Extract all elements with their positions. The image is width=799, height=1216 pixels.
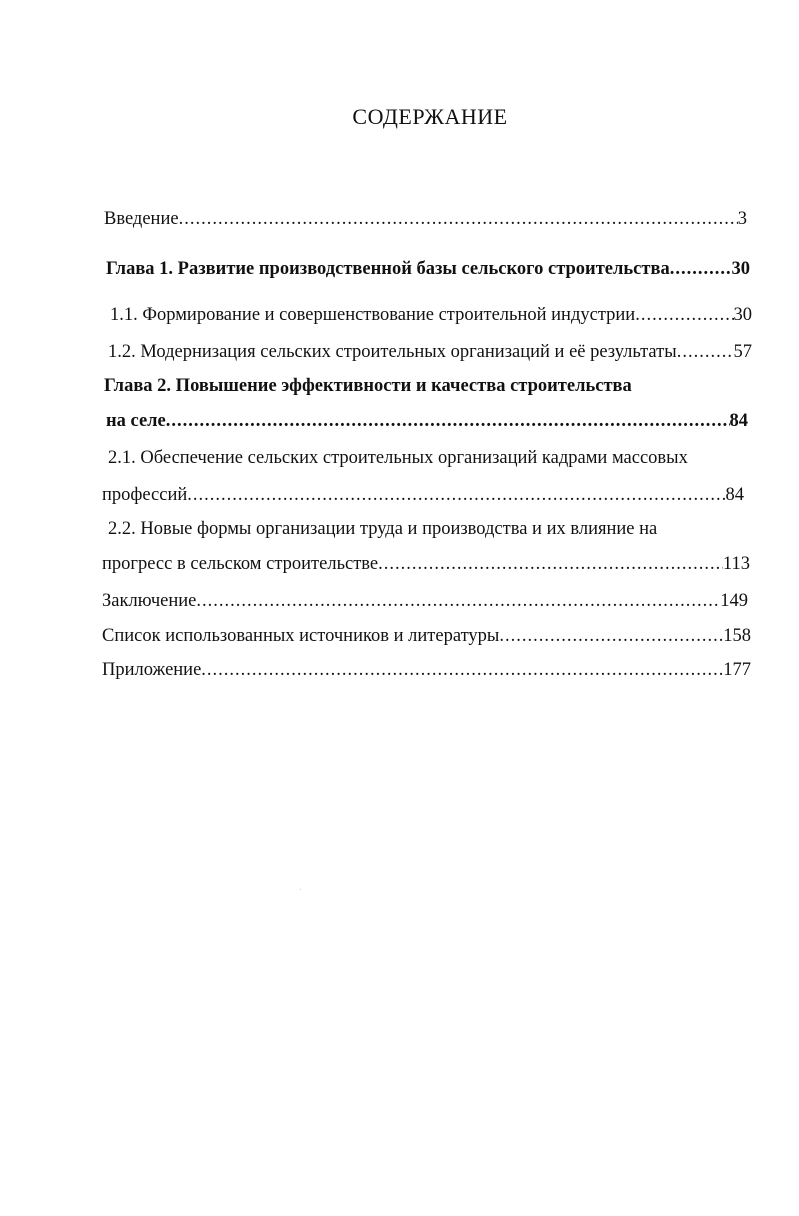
toc-entry-section-2-2-page: 113 xyxy=(722,554,750,574)
toc-entry-section-2-2-line1[interactable]: 2.2. Новые формы организации труда и производства и их влияние на xyxy=(108,519,658,539)
toc-entry-chapter-1-text: Глава 1. Развитие производственной базы сельского строительства xyxy=(106,259,670,279)
leader-dots xyxy=(378,553,723,575)
toc-entry-section-1-1-text: 1.1. Формирование и совершенствование строительной индустрии xyxy=(110,305,636,325)
toc-entry-section-1-2-text: 1.2. Модернизация сельских строительных организаций и её результаты xyxy=(108,342,677,362)
leader-dots xyxy=(187,484,725,506)
toc-entry-intro-text: Введение xyxy=(104,209,179,229)
toc-entry-chapter-1-page: 30 xyxy=(731,259,750,279)
toc-entry-section-1-1-page: 30 xyxy=(733,305,752,325)
toc-entry-intro-page: 3 xyxy=(737,209,747,229)
toc-entry-section-1-2-page: 57 xyxy=(733,342,752,362)
toc-entry-appendix-text: Приложение xyxy=(102,660,202,680)
toc-entry-chapter-2-line1[interactable]: Глава 2. Повышение эффективности и качества строительства xyxy=(104,376,632,396)
toc-entry-section-2-2-line2: прогресс в сельском строительстве xyxy=(102,554,379,574)
toc-entry-chapter-2[interactable] xyxy=(106,410,748,432)
leader-dots xyxy=(196,590,720,612)
scan-speck xyxy=(300,889,301,890)
toc-entry-section-2-1-line1[interactable]: 2.1. Обеспечение сельских строительных организаций кадрами массовых xyxy=(108,448,688,468)
toc-entry-appendix[interactable] xyxy=(102,659,751,681)
toc-entry-section-1-1[interactable] xyxy=(110,304,752,326)
leader-dots xyxy=(635,304,733,326)
toc-entry-section-2-1-line2: профессий xyxy=(102,485,188,505)
leader-dots xyxy=(179,208,738,230)
toc-entry-sources[interactable] xyxy=(102,625,751,647)
page-title: СОДЕРЖАНИЕ xyxy=(352,104,508,129)
toc-entry-appendix-page: 177 xyxy=(723,660,751,680)
toc-entry-sources-text: Список использованных источников и литературы xyxy=(102,626,500,646)
leader-dots xyxy=(677,341,734,363)
toc-entry-chapter-2-line2: на селе xyxy=(106,411,166,431)
leader-dots xyxy=(499,625,723,647)
toc-entry-conclusion[interactable] xyxy=(102,590,748,612)
toc-entry-chapter-1[interactable] xyxy=(106,258,750,280)
leader-dots xyxy=(670,258,732,280)
toc-entry-section-2-1-page: 84 xyxy=(725,485,744,505)
toc-entry-intro[interactable] xyxy=(104,208,747,230)
toc-entry-section-2-2[interactable] xyxy=(102,553,750,575)
toc-entry-sources-page: 158 xyxy=(723,626,751,646)
toc-entry-section-1-2[interactable] xyxy=(108,341,752,363)
toc-entry-section-2-1[interactable] xyxy=(102,484,744,506)
toc-entry-chapter-2-page: 84 xyxy=(729,411,748,431)
toc-entry-conclusion-text: Заключение xyxy=(102,591,197,611)
toc-entry-conclusion-page: 149 xyxy=(720,591,748,611)
leader-dots xyxy=(166,410,730,432)
leader-dots xyxy=(201,659,723,681)
